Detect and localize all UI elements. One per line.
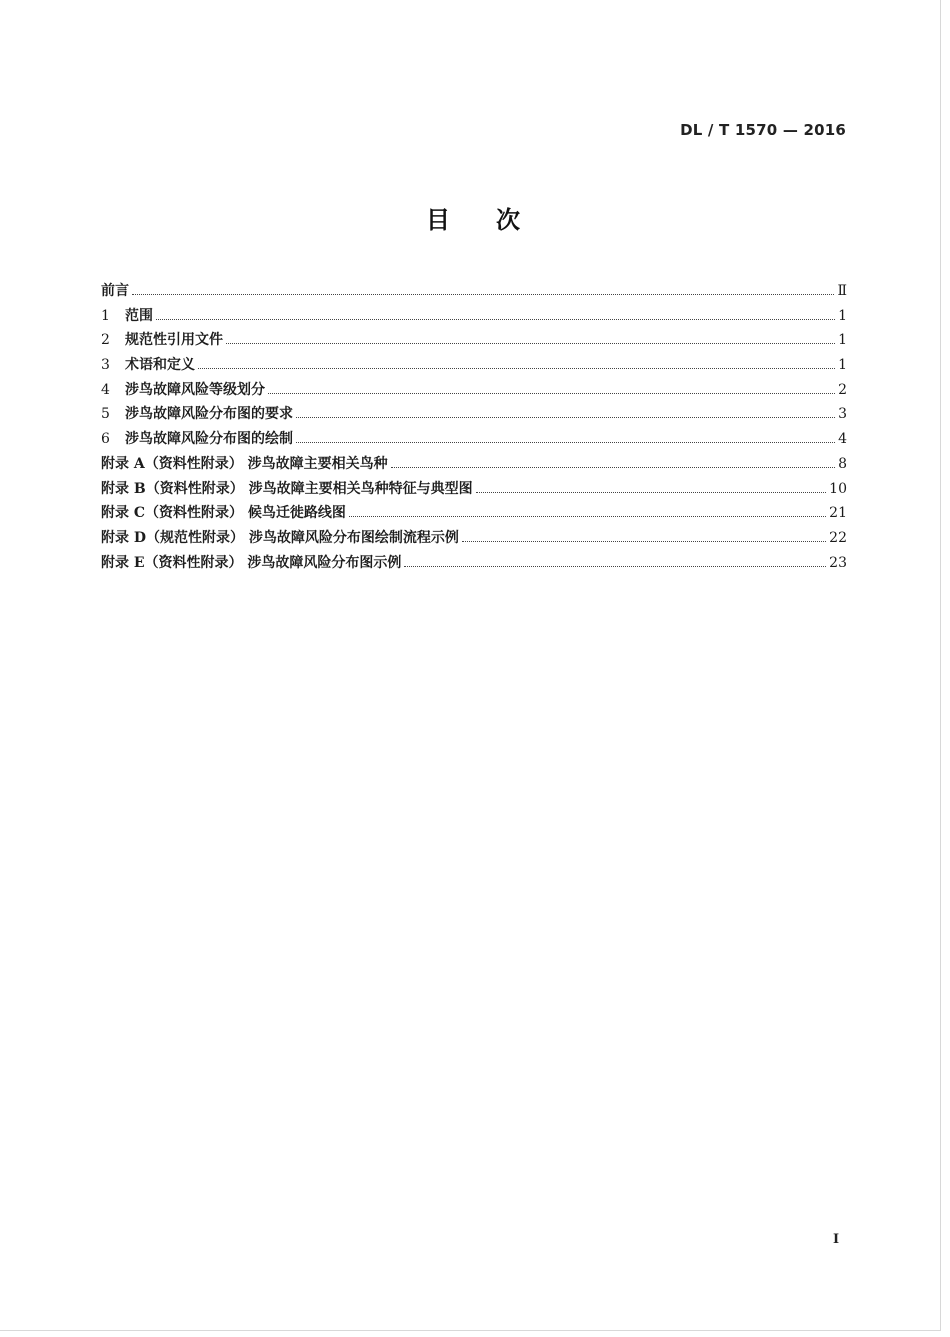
toc-entry-label: 附录 D（规范性附录） 涉鸟故障风险分布图绘制流程示例 <box>101 529 459 546</box>
toc-entry-page: 1 <box>838 332 847 349</box>
toc-entry-label: 涉鸟故障风险分布图的绘制 <box>125 431 293 448</box>
page-number: I <box>833 1232 840 1247</box>
toc-entry-2[interactable] <box>101 329 847 354</box>
toc-entry-number: 1 <box>101 307 110 324</box>
toc-leader-dots <box>198 368 835 369</box>
toc-entry-label: 附录 C（资料性附录） 候鸟迁徙路线图 <box>101 505 346 522</box>
toc-entry-appendix-e[interactable] <box>101 552 847 577</box>
toc-leader-dots <box>132 294 834 295</box>
toc-entry-label: 涉鸟故障风险等级划分 <box>125 381 265 398</box>
toc-entry-3[interactable] <box>101 354 847 379</box>
toc-entry-number: 5 <box>101 406 110 423</box>
toc-entry-number: 6 <box>101 431 110 448</box>
toc-entry-appendix-c[interactable] <box>101 502 847 527</box>
toc-entry-4[interactable] <box>101 379 847 404</box>
toc-entry-page: 3 <box>838 406 847 423</box>
toc-leader-dots <box>349 516 826 517</box>
toc-entry-1[interactable] <box>101 305 847 330</box>
toc-entry-page: 1 <box>838 307 847 324</box>
toc-leader-dots <box>476 492 827 493</box>
toc-leader-dots <box>268 393 835 394</box>
toc-entry-5[interactable] <box>101 403 847 428</box>
toc-leader-dots <box>156 319 835 320</box>
toc-entry-number: 2 <box>101 332 110 349</box>
toc-entry-page: 22 <box>829 529 847 546</box>
toc-entry-label: 附录 E（资料性附录） 涉鸟故障风险分布图示例 <box>101 554 402 571</box>
toc-leader-dots <box>391 467 835 468</box>
toc-entry-label: 前言 <box>101 283 129 299</box>
toc-entry-page: 21 <box>829 505 847 522</box>
toc-leader-dots <box>462 541 826 542</box>
toc-entry-page: 4 <box>838 431 847 448</box>
toc-entry-label: 规范性引用文件 <box>125 332 223 349</box>
table-of-contents <box>101 280 847 576</box>
toc-entry-6[interactable] <box>101 428 847 453</box>
toc-entry-foreword[interactable] <box>101 280 847 305</box>
toc-leader-dots <box>296 442 835 443</box>
toc-entry-page: 10 <box>829 480 847 497</box>
toc-leader-dots <box>226 343 835 344</box>
toc-entry-label: 附录 B（资料性附录） 涉鸟故障主要相关鸟种特征与典型图 <box>101 480 473 497</box>
toc-entry-appendix-a[interactable] <box>101 453 847 478</box>
page-title: 目次 <box>426 206 566 234</box>
toc-entry-appendix-b[interactable] <box>101 478 847 503</box>
toc-leader-dots <box>296 417 835 418</box>
toc-entry-appendix-d[interactable] <box>101 527 847 552</box>
toc-entry-page: Ⅱ <box>837 283 847 299</box>
toc-entry-page: 2 <box>838 381 847 398</box>
toc-entry-label: 范围 <box>125 307 153 324</box>
standard-code: DL / T 1570 — 2016 <box>680 121 846 139</box>
toc-entry-number: 3 <box>101 357 110 374</box>
toc-entry-label: 附录 A（资料性附录） 涉鸟故障主要相关鸟种 <box>101 455 388 472</box>
toc-entry-label: 术语和定义 <box>125 357 195 374</box>
toc-entry-page: 1 <box>838 357 847 374</box>
toc-leader-dots <box>404 566 826 567</box>
toc-entry-page: 8 <box>838 455 847 472</box>
toc-entry-page: 23 <box>829 554 847 571</box>
toc-entry-label: 涉鸟故障风险分布图的要求 <box>125 406 293 423</box>
toc-entry-number: 4 <box>101 381 110 398</box>
